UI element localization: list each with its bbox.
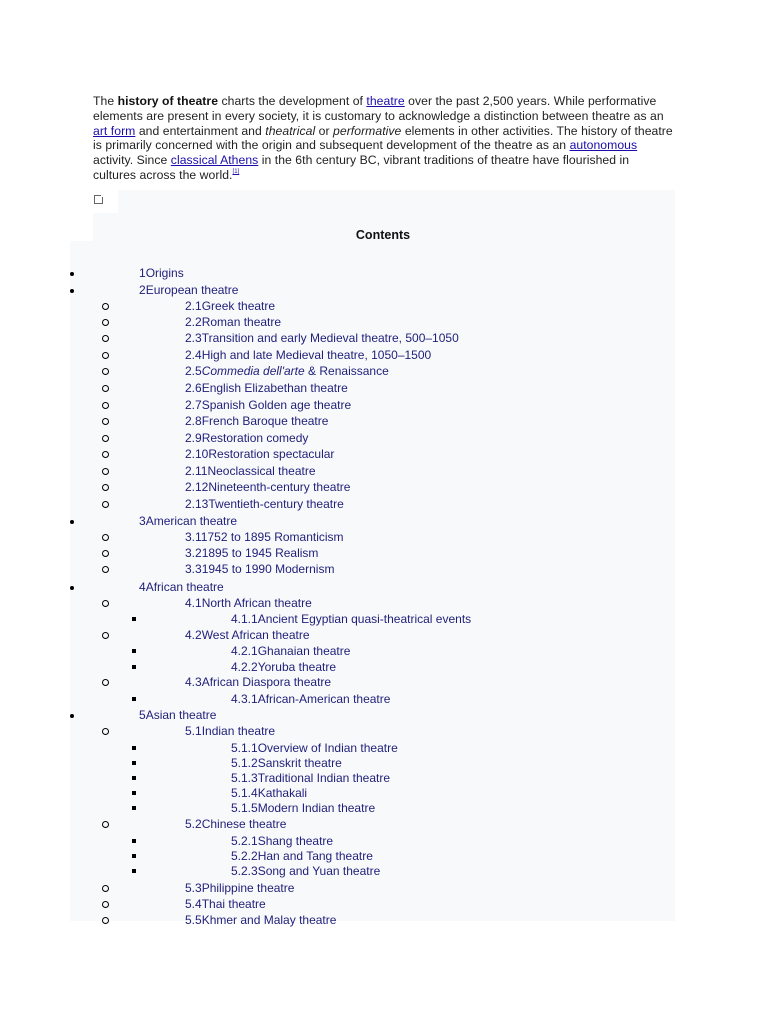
bullet-circle-icon — [102, 298, 108, 314]
toc-item-number: 5.1.4 — [231, 786, 258, 800]
toc-item-number: 1 — [139, 266, 146, 280]
bullet-circle-icon — [102, 674, 108, 690]
toc-item-5-2[interactable] — [185, 816, 286, 832]
toc-item-2[interactable] — [139, 282, 238, 298]
toc-item-label: Overview of Indian theatre — [257, 741, 398, 755]
italic-performative: performative — [333, 123, 402, 138]
toc-item-5-5[interactable] — [185, 912, 336, 928]
bullet-square-icon — [132, 848, 138, 864]
link-art-form[interactable]: art form — [93, 123, 136, 138]
toc-item-5-1-3[interactable] — [231, 770, 390, 786]
toc-item-label: Spanish Golden age theatre — [201, 398, 352, 412]
bullet-square-icon — [132, 785, 138, 801]
toc-item-label: Yoruba theatre — [257, 660, 336, 674]
bullet-square-icon — [132, 800, 138, 816]
toc-item-number: 5.2 — [185, 817, 202, 831]
article-subject-bold: history of theatre — [117, 94, 219, 108]
toc-item-number: 2.3 — [185, 331, 202, 345]
toc-item-label: Roman theatre — [201, 315, 282, 329]
intro-text: over the past 2,500 years. While performative elements are present in every society, it is customary to acknowledge a distinction between theatre as an — [93, 94, 664, 123]
bullet-square-icon — [132, 691, 138, 707]
toc-item-label: Han and Tang theatre — [257, 849, 373, 863]
toc-item-number: 5.1.3 — [231, 771, 258, 785]
toc-item-number: 2.6 — [185, 381, 202, 395]
toc-item-number: 5.3 — [185, 881, 202, 895]
bullet-circle-icon — [102, 816, 108, 832]
intro-text: in the 6th century BC, vibrant traditions of theatre have flourished in cultures across the world. — [93, 153, 630, 182]
toc-item-number: 5.1.2 — [231, 756, 258, 770]
toc-item-number: 2 — [139, 283, 146, 297]
toc-item-4[interactable] — [139, 579, 224, 595]
toc-item-4-2[interactable] — [185, 627, 310, 643]
toc-item-2-3[interactable] — [185, 330, 459, 346]
toc-item-label: Ghanaian theatre — [257, 644, 351, 658]
toc-item-number: 4.2.1 — [231, 644, 258, 658]
toc-item-number: 3.3 — [185, 562, 202, 576]
toc-item-label: Indian theatre — [201, 724, 276, 738]
italic-theatrical: theatrical — [265, 123, 316, 138]
bullet-square-icon — [132, 770, 138, 786]
toc-item-label: Sanskrit theatre — [257, 756, 342, 770]
intro-text: and entertainment and — [135, 123, 266, 138]
bullet-square-icon — [132, 740, 138, 756]
toc-item-label: & Renaissance — [304, 364, 389, 378]
intro-text: elements in other activities. The history of theatre is primarily concerned with the origin and subsequent development of the theatre as an — [93, 123, 673, 153]
bullet-circle-icon — [102, 363, 108, 379]
toc-item-label: 1752 to 1895 Romanticism — [200, 530, 344, 544]
intro-text: The — [93, 94, 118, 108]
toc-item-number: 2.10 — [185, 447, 209, 461]
toc-item-5-1[interactable] — [185, 723, 275, 739]
toc-item-number: 2.5 — [185, 364, 202, 378]
toc-item-number: 5 — [139, 708, 146, 722]
toc-item-number: 5.1.1 — [231, 741, 258, 755]
toc-item-label: Khmer and Malay theatre — [201, 913, 337, 927]
toc-item-label: Nineteenth-century theatre — [208, 480, 351, 494]
toc-item-label: North African theatre — [201, 596, 312, 610]
toc-item-label: Thai theatre — [201, 897, 266, 911]
toc-item-2-10[interactable] — [185, 446, 334, 462]
bullet-square-icon — [132, 863, 138, 879]
link-autonomous[interactable]: autonomous — [569, 138, 638, 153]
toc-item-label: West African theatre — [201, 628, 310, 642]
toc-item-number: 2.9 — [185, 431, 202, 445]
toc-item-label: 1895 to 1945 Realism — [201, 546, 319, 560]
toc-item-2-1[interactable] — [185, 298, 275, 314]
bullet-circle-icon — [102, 446, 108, 462]
toc-item-number: 2.12 — [185, 480, 209, 494]
toc-item-label-italic: Commedia dell'arte — [201, 364, 305, 378]
toc-item-4-3[interactable] — [185, 674, 331, 690]
toc-item-2-9[interactable] — [185, 430, 308, 446]
toc-item-number: 5.2.2 — [231, 849, 258, 863]
toc-title: Contents — [355, 228, 411, 242]
toc-item-5-3[interactable] — [185, 880, 294, 896]
toc-item-label: Greek theatre — [201, 299, 276, 313]
toc-item-label: Origins — [145, 266, 184, 280]
bullet-disc-icon — [70, 282, 76, 298]
bullet-disc-icon — [70, 265, 76, 281]
intro-text: or — [315, 123, 334, 138]
bullet-circle-icon — [102, 723, 108, 739]
link-classical-athens[interactable]: classical Athens — [170, 153, 259, 168]
intro-text: charts the development of — [218, 94, 367, 108]
toc-item-5-4[interactable] — [185, 896, 266, 912]
toc-item-number: 2.4 — [185, 348, 202, 362]
toc-item-5-2-3[interactable] — [231, 863, 380, 879]
bullet-circle-icon — [102, 912, 108, 928]
toc-item-number: 2.8 — [185, 414, 202, 428]
toc-item-5-1-2[interactable] — [231, 755, 342, 771]
toc-item-3-1[interactable] — [185, 529, 344, 545]
toc-item-label: Restoration comedy — [201, 431, 309, 445]
toc-item-2-5[interactable] — [185, 363, 389, 379]
toc-item-number: 4 — [139, 580, 146, 594]
toc-item-3[interactable] — [139, 513, 237, 529]
bullet-circle-icon — [102, 627, 108, 643]
toc-item-label: Restoration spectacular — [208, 447, 335, 461]
toc-item-number: 5.4 — [185, 897, 202, 911]
bullet-circle-icon — [102, 880, 108, 896]
toc-item-number: 4.3.1 — [231, 692, 258, 706]
toc-item-4-2-2[interactable] — [231, 659, 336, 675]
bullet-circle-icon — [102, 545, 108, 561]
toc-item-number: 5.1 — [185, 724, 202, 738]
toc-item-2-7[interactable] — [185, 397, 351, 413]
intro-paragraph — [93, 94, 673, 183]
toc-item-label: Ancient Egyptian quasi-theatrical events — [257, 612, 472, 626]
toc-item-4-1[interactable] — [185, 595, 312, 611]
toc-item-label: Modern Indian theatre — [257, 801, 376, 815]
toc-item-4-1-1[interactable] — [231, 611, 471, 627]
toc-item-number: 3 — [139, 514, 146, 528]
toc-item-label: Traditional Indian theatre — [257, 771, 391, 785]
toc-item-label: African Diaspora theatre — [201, 675, 332, 689]
toc-item-label: Chinese theatre — [201, 817, 287, 831]
bullet-disc-icon — [70, 513, 76, 529]
intro-text: activity. Since — [93, 153, 171, 168]
toc-item-5-1-1[interactable] — [231, 740, 398, 756]
toc-item-number: 5.5 — [185, 913, 202, 927]
bullet-circle-icon — [102, 595, 108, 611]
toc-item-number: 3.1 — [185, 530, 201, 544]
bullet-circle-icon — [102, 529, 108, 545]
toc-item-label: Asian theatre — [145, 708, 217, 722]
bullet-circle-icon — [102, 430, 108, 446]
toc-item-label: Song and Yuan theatre — [257, 864, 381, 878]
toc-item-number: 4.2 — [185, 628, 202, 642]
bullet-circle-icon — [102, 413, 108, 429]
toc-item-label: 1945 to 1990 Modernism — [201, 562, 335, 576]
bullet-circle-icon — [102, 479, 108, 495]
bullet-circle-icon — [102, 896, 108, 912]
toc-item-3-2[interactable] — [185, 545, 318, 561]
toc-toggle-checkbox[interactable] — [94, 195, 103, 204]
toc-item-label: Philippine theatre — [201, 881, 295, 895]
bullet-circle-icon — [102, 380, 108, 396]
bullet-circle-icon — [102, 397, 108, 413]
toc-item-label: European theatre — [145, 283, 239, 297]
toc-item-5-2-2[interactable] — [231, 848, 373, 864]
toc-item-number: 4.2.2 — [231, 660, 258, 674]
reference-link[interactable]: [1] — [232, 168, 240, 175]
toc-item-number: 2.7 — [185, 398, 202, 412]
toc-item-label: Shang theatre — [257, 834, 334, 848]
toc-item-2-8[interactable] — [185, 413, 328, 429]
toc-item-number: 4.3 — [185, 675, 202, 689]
toc-item-2-12[interactable] — [185, 479, 350, 495]
toc-item-2-6[interactable] — [185, 380, 348, 396]
bullet-circle-icon — [102, 463, 108, 479]
toc-item-number: 2.11 — [185, 464, 208, 478]
toc-item-2-11[interactable] — [185, 463, 316, 479]
toc-item-5-2-1[interactable] — [231, 833, 333, 849]
bullet-circle-icon — [102, 561, 108, 577]
bullet-square-icon — [132, 643, 138, 659]
toc-item-label: American theatre — [145, 514, 238, 528]
toc-item-label: High and late Medieval theatre, 1050–1500 — [201, 348, 432, 362]
toc-item-label: African theatre — [145, 580, 224, 594]
toc-item-number: 4.1 — [185, 596, 202, 610]
toc-item-number: 2.13 — [185, 497, 209, 511]
bullet-square-icon — [132, 833, 138, 849]
toc-item-1[interactable] — [139, 265, 184, 281]
toc-item-5-1-4[interactable] — [231, 785, 307, 801]
toc-item-4-2-1[interactable] — [231, 643, 350, 659]
toc-item-label: Transition and early Medieval theatre, 500–1050 — [201, 331, 459, 345]
toc-item-4-3-1[interactable] — [231, 691, 390, 707]
bullet-circle-icon — [102, 330, 108, 346]
toc-item-2-4[interactable] — [185, 347, 431, 363]
toc-item-number: 5.2.1 — [231, 834, 258, 848]
toc-item-number: 3.2 — [185, 546, 202, 560]
toc-item-label: African-American theatre — [257, 692, 391, 706]
bullet-circle-icon — [102, 347, 108, 363]
toc-item-label: English Elizabethan theatre — [201, 381, 348, 395]
bullet-disc-icon — [70, 707, 76, 723]
bullet-square-icon — [132, 611, 138, 627]
bullet-disc-icon — [70, 579, 76, 595]
link-theatre[interactable]: theatre — [366, 94, 405, 108]
toc-item-3-3[interactable] — [185, 561, 334, 577]
toc-item-number: 5.1.5 — [231, 801, 258, 815]
toc-item-2-13[interactable] — [185, 496, 344, 512]
toc-background — [118, 190, 675, 213]
bullet-square-icon — [132, 755, 138, 771]
bullet-square-icon — [132, 659, 138, 675]
bullet-circle-icon — [102, 496, 108, 512]
toc-item-5[interactable] — [139, 707, 216, 723]
toc-item-label: Kathakali — [257, 786, 308, 800]
toc-item-label: Neoclassical theatre — [207, 464, 316, 478]
toc-item-number: 5.2.3 — [231, 864, 258, 878]
toc-item-2-2[interactable] — [185, 314, 281, 330]
toc-item-label: Twentieth-century theatre — [208, 497, 344, 511]
toc-item-number: 2.1 — [185, 299, 202, 313]
toc-item-label: French Baroque theatre — [201, 414, 329, 428]
toc-item-number: 4.1.1 — [231, 612, 258, 626]
bullet-circle-icon — [102, 314, 108, 330]
toc-item-5-1-5[interactable] — [231, 800, 375, 816]
toc-item-number: 2.2 — [185, 315, 202, 329]
